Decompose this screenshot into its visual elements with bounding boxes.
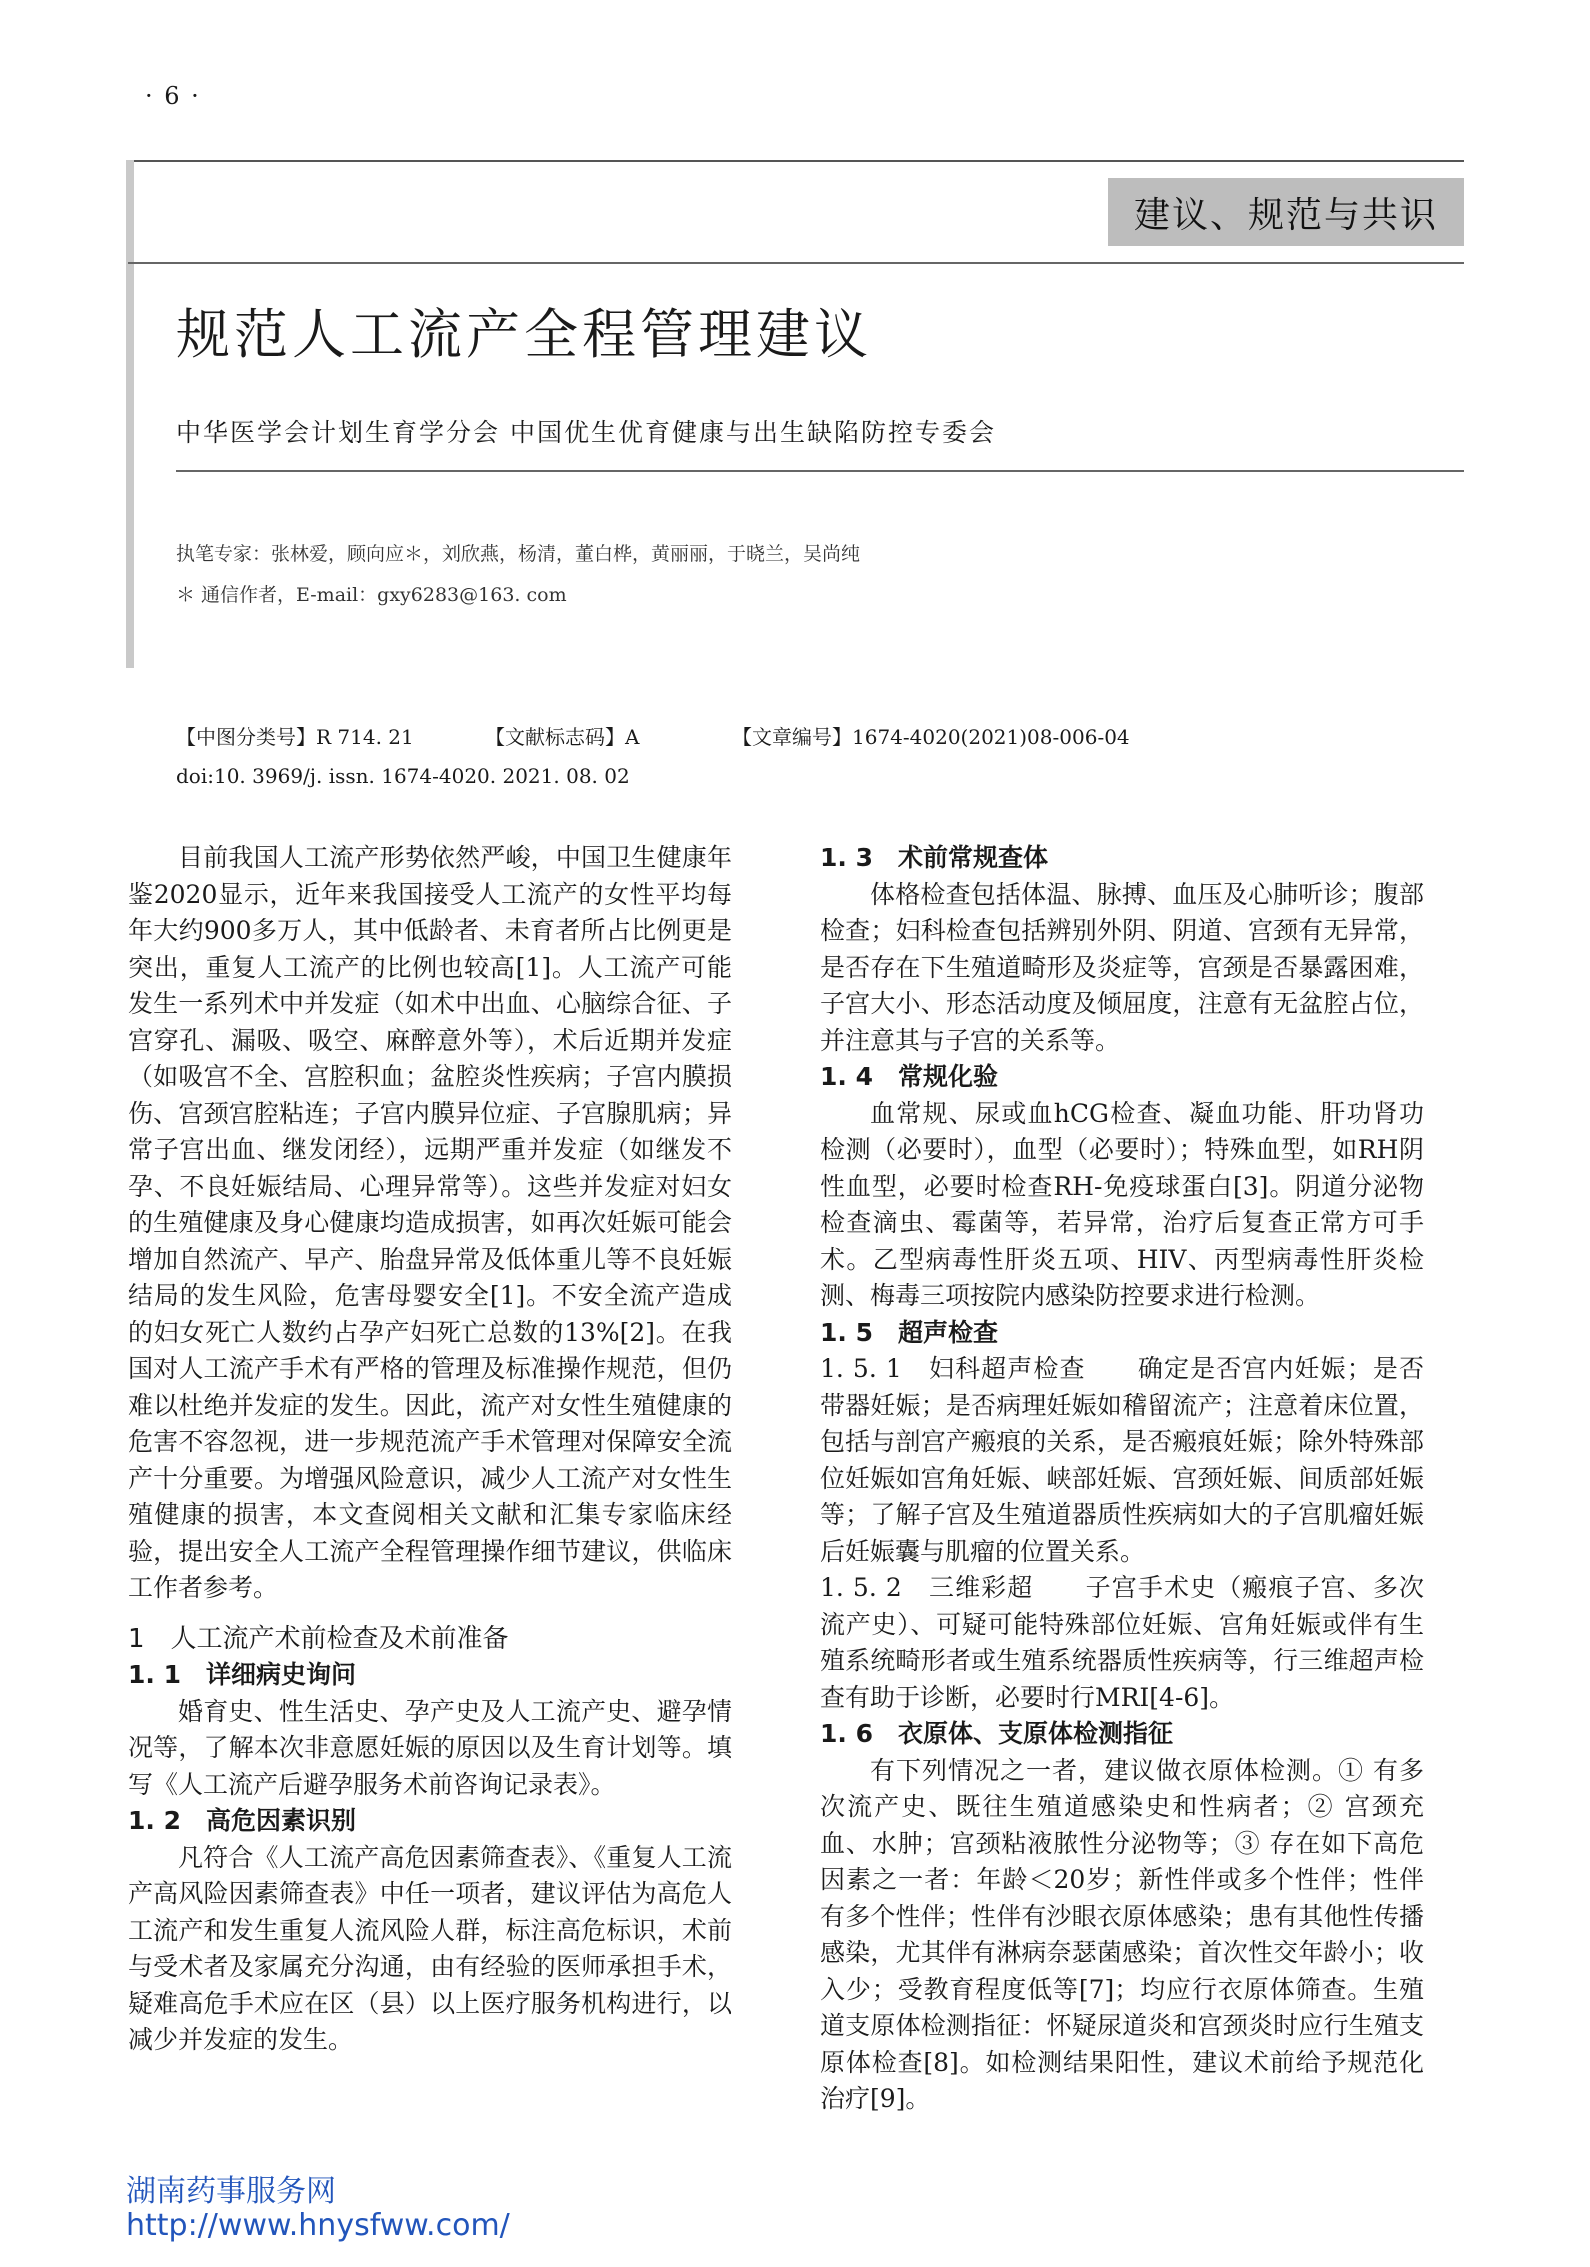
clc-number: 【中图分类号】R 714. 21 [176,725,414,749]
section-label: 建议、规范与共识 [1108,178,1464,246]
page-number: · 6 · [145,82,201,110]
paragraph-1-3: 体格检查包括体温、脉搏、血压及心肺听诊；腹部检查；妇科检查包括辨别外阴、阴道、宫颈有无异常，是否存在下生殖道畸形及炎症等，宫颈是否暴露困难，子宫大小、形态活动度及倾屈度，注意有无盆腔占位，并注意其与子宫的关系等。 [820,879,1424,1055]
heading-1-4: 1. 4 常规化验 [820,1062,998,1091]
paragraph-1-1: 婚育史、性生活史、孕产史及人工流产史、避孕情况等，了解本次非意愿妊娠的原因以及生育计划等。填写《人工流产后避孕服务术前咨询记录表》。 [128,1696,732,1799]
heading-1-2: 1. 2 高危因素识别 [128,1806,356,1835]
section-rule [128,262,1464,264]
doi: doi:10. 3969/j. issn. 1674-4020. 2021. 08. 02 [176,764,630,788]
heading-1-3: 1. 3 术前常规查体 [820,843,1048,872]
watermark-url[interactable]: http://www.hnysfww.com/ [126,2208,510,2243]
paragraph-1-5-1: 1. 5. 1 妇科超声检查 确定是否宫内妊娠；是否带器妊娠；是否病理妊娠如稽留流产；注意着床位置，包括与剖宫产瘢痕的关系，是否瘢痕妊娠；除外特殊部位妊娠如宫角妊娠、峡部妊娠、宫颈妊娠、间质部妊娠等；了解子宫及生殖道器质性疾病如大的子宫肌瘤妊娠后妊娠囊与肌瘤的位置关系。 [820,1354,1424,1566]
paragraph-1-2: 凡符合《人工流产高危因素筛查表》、《重复人工流产高风险因素筛查表》中任一项者，建议评估为高危人工流产和发生重复人流风险人群，标注高危标识，术前与受术者及家属充分沟通，由有经验的医师承担手术，疑难高危手术应在区（县）以上医疗服务机构进行，以减少并发症的发生。 [128,1842,732,2054]
heading-1-5: 1. 5 超声检查 [820,1317,998,1347]
watermark-site-name: 湖南药事服务网 [126,2174,336,2209]
experts-note: 执笔专家：张林爱，顾向应＊，刘欣燕，杨清，董白桦，黄丽丽，于晓兰，吴尚纯 [176,543,861,565]
left-column [128,840,732,2059]
heading-1: 1 人工流产术前检查及术前准备 [128,1623,509,1654]
right-column [820,840,1424,2118]
organizations-rule [176,470,1464,472]
document-code: 【文献标志码】A [485,725,640,749]
heading-1-1: 1. 1 详细病史询问 [128,1660,356,1689]
intro-paragraph: 目前我国人工流产形势依然严峻，中国卫生健康年鉴2020显示，近年来我国接受人工流产的女性平均每年大约900多万人，其中低龄者、未育者所占比例更是突出，重复人工流产的比例也较高[1]。人工流产可能发生一系列术中并发症（如术中出血、心脑综合征、子宫穿孔、漏吸、吸空、麻醉意外等），术后近期并发症（如吸宫不全、宫腔积血；盆腔炎性疾病；子宫内膜损伤、宫颈宫腔粘连；子宫内膜异位症、子宫腺肌病；异常子宫出血、继发闭经），远期严重并发症（如继发不孕、不良妊娠结局、心理异常等）。这些并发症对妇女的生殖健康及身心健康均造成损害，如再次妊娠可能会增加自然流产、早产、胎盘异常及低体重儿等不良妊娠结局的发生风险，危害母婴安全[1]。不安全流产造成的妇女死亡人数约占孕产妇死亡总数的13%[2]。在我国对人工流产手术有严格的管理及标准操作规范，但仍难以杜绝并发症的发生。因此，流产对女性生殖健康的危害不容忽视，进一步规范流产手术管理对保障安全流产十分重要。为增强风险意识，减少人工流产对女性生殖健康的损害，本文查阅相关文献和汇集专家临床经验，提出安全人工流产全程管理操作细节建议，供临床工作者参考。 [128,843,732,1602]
corresponding-note: ＊ 通信作者，E-mail：gxy6283@163. com [176,584,567,606]
organizations: 中华医学会计划生育学分会 中国优生优育健康与出生缺陷防控专委会 [176,418,996,447]
heading-1-6: 1. 6 衣原体、支原体检测指征 [820,1719,1173,1748]
paragraph-1-4: 血常规、尿或血hCG检查、凝血功能、肝功肾功检测（必要时），血型（必要时）；特殊血型，如RH阴性血型，必要时检查RH-免疫球蛋白[3]。阴道分泌物检查滴虫、霉菌等，若异常，治疗后复查正常方可手术。乙型病毒性肝炎五项、HIV、丙型病毒性肝炎检测、梅毒三项按院内感染防控要求进行检测。 [820,1098,1424,1310]
header-rule [128,160,1464,162]
paragraph-1-6: 有下列情况之一者，建议做衣原体检测。① 有多次流产史、既往生殖道感染史和性病者；② 宫颈充血、水肿；宫颈粘液脓性分泌物等；③ 存在如下高危因素之一者：年龄＜20岁；新性伴或多个性伴；性伴有多个性伴；性伴有沙眼衣原体感染；患有其他性传播感染，尤其伴有淋病奈瑟菌感染；首次性交年龄小；收入少；受教育程度低等[7]；均应行衣原体筛查。生殖道支原体检测指征：怀疑尿道炎和宫颈炎时应行生殖支原体检查[8]。如检测结果阳性，建议术前给予规范化治疗[9]。 [820,1755,1424,2113]
left-decorative-bar [126,160,134,668]
article-number: 【文章编号】1674-4020(2021)08-006-04 [732,725,1130,749]
paragraph-1-5-2: 1. 5. 2 三维彩超 子宫手术史（瘢痕子宫、多次流产史）、可疑可能特殊部位妊娠、宫角妊娠或伴有生殖系统畸形者或生殖系统器质性疾病等，行三维超声检查有助于诊断，必要时行MRI[4-6]。 [820,1573,1424,1712]
article-title: 规范人工流产全程管理建议 [176,303,872,366]
